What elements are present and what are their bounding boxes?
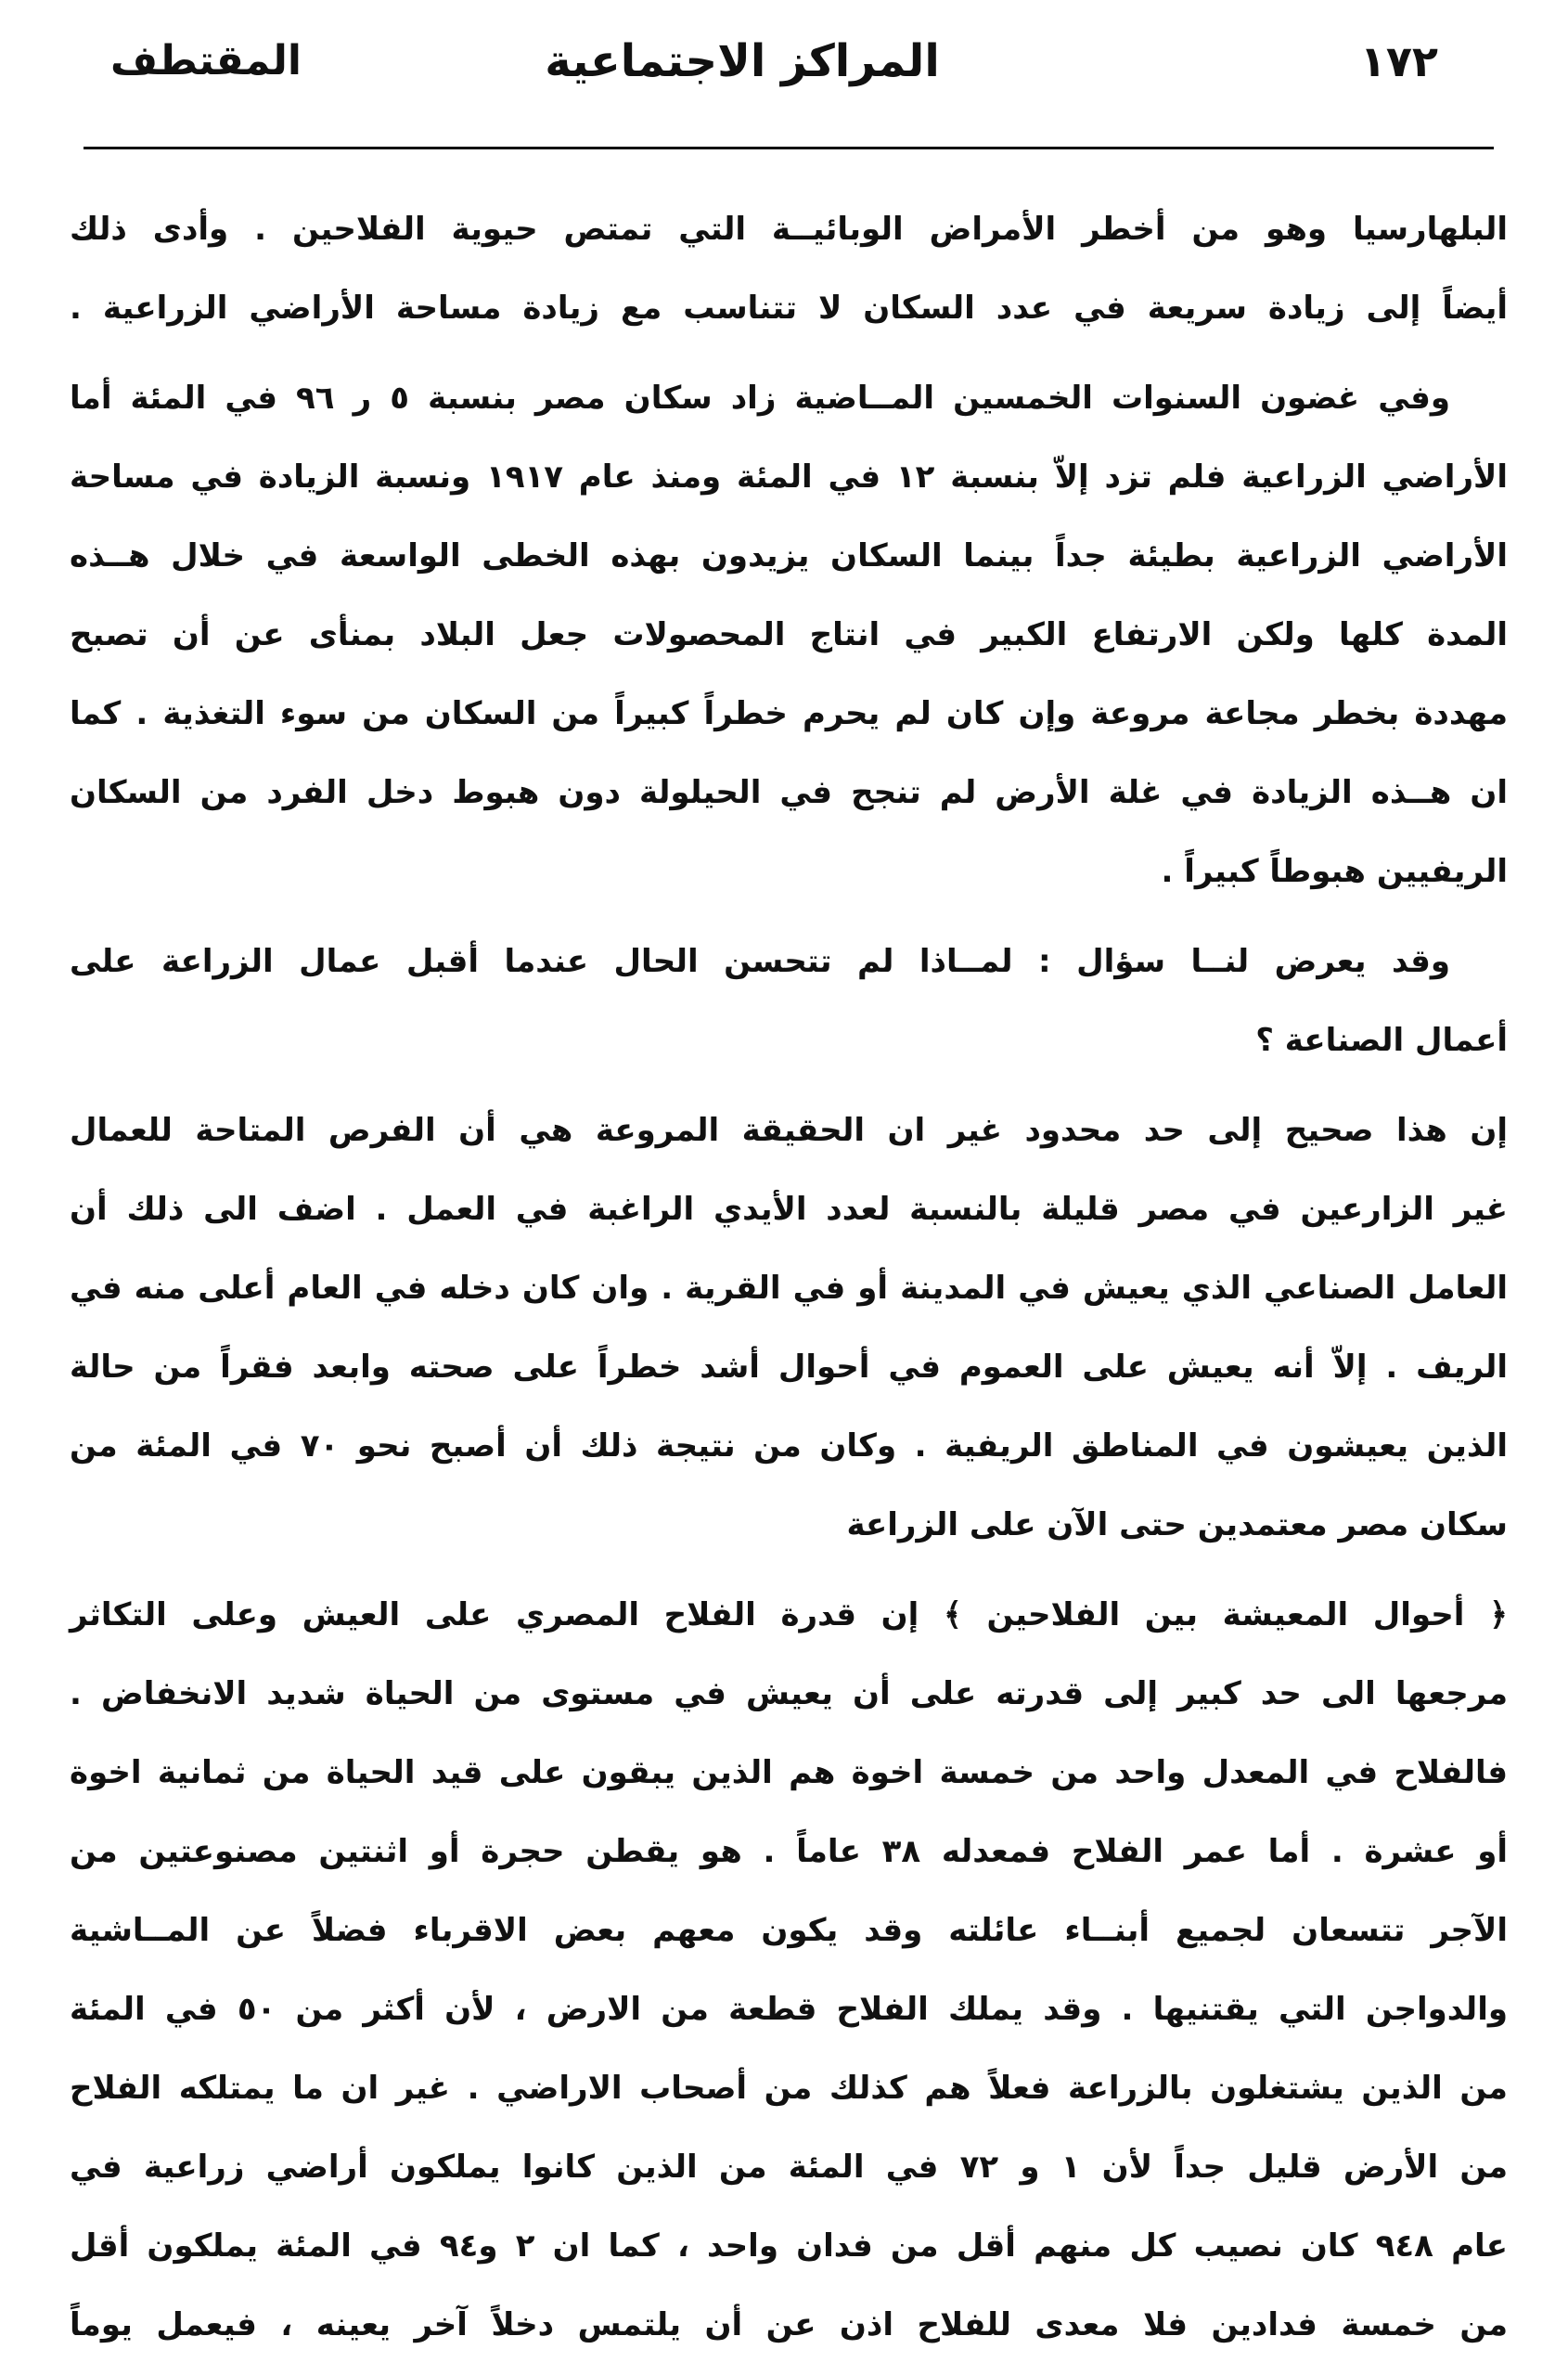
text-line: عام ٩٤٨ كان نصيب كل منهم أقل من فدان واحد ، كما ان ٢ و٩٤ في المئة يملكون أقل bbox=[70, 2227, 1508, 2265]
text-line: البلهارسيا وهو من أخطر الأمراض الوبائيــة التي تمتص حيوية الفلاحين . وأدى ذلك bbox=[70, 211, 1508, 248]
text-line: من خمسة فدادين فلا معدى للفلاح اذن عن أن يلتمس دخلاً آخر يعينه ، فيعمل يوماً bbox=[70, 2306, 1508, 2343]
text-line: إن هذا صحيح إلى حد محدود غير ان الحقيقة المروعة هي أن الفرص المتاحة للعمال bbox=[70, 1112, 1508, 1149]
text-line: الأراضي الزراعية بطيئة جداً بينما السكان يزيدون بهذه الخطى الواسعة في خلال هــذه bbox=[70, 537, 1508, 574]
text-line: سكان مصر معتمدين حتى الآن على الزراعة bbox=[846, 1506, 1508, 1543]
text-line: العامل الصناعي الذي يعيش في المدينة أو في القرية . وان كان دخله في العام أعلى منه في bbox=[70, 1270, 1508, 1307]
paragraph-5 bbox=[70, 1576, 1508, 2365]
text-line: أيضاً إلى زيادة سريعة في عدد السكان لا تتناسب مع زيادة مساحة الأراضي الزراعية . bbox=[70, 290, 1508, 327]
text-line: الأراضي الزراعية فلم تزد إلاّ بنسبة ١٢ في المئة ومنذ عام ١٩١٧ ونسبة الزيادة في مساحة bbox=[70, 458, 1508, 496]
text-line: فالفلاح في المعدل واحد من خمسة اخوة هم الذين يبقون على قيد الحياة من ثمانية اخوة bbox=[70, 1754, 1508, 1791]
text-line: الذين يعيشون في المناطق الريفية . وكان من نتيجة ذلك أن أصبح نحو ٧٠ في المئة من bbox=[70, 1427, 1508, 1465]
section-heading-line: ﴿ أحوال المعيشة بين الفلاحين ﴾ إن قدرة الفلاح المصري على العيش وعلى التكاثر bbox=[70, 1596, 1508, 1633]
text-line: من الأرض قليل جداً لأن ١ و ٧٢ في المئة من الذين كانوا يملكون أراضي زراعية في bbox=[70, 2149, 1508, 2186]
text-line: الريف . إلاّ أنه يعيش على العموم في أحوال أشد خطراً على صحته وابعد فقراً من حالة bbox=[70, 1349, 1508, 1386]
paragraph-4 bbox=[70, 1091, 1508, 1565]
paragraph-1 bbox=[70, 190, 1508, 348]
text-line: المدة كلها ولكن الارتفاع الكبير في انتاج المحصولات جعل البلاد بمنأى عن أن تصبح bbox=[70, 616, 1508, 653]
article-body bbox=[70, 190, 1508, 2365]
running-title: المراكز الاجتماعية bbox=[545, 35, 940, 87]
paragraph-2 bbox=[70, 359, 1508, 911]
header-rule bbox=[84, 147, 1494, 149]
text-line: والدواجن التي يقتنيها . وقد يملك الفلاح قطعة من الارض ، لأن أكثر من ٥٠ في المئة bbox=[70, 1991, 1508, 2028]
text-line: ان هــذه الزيادة في غلة الأرض لم تنجح في الحيلولة دون هبوط دخل الفرد من السكان bbox=[70, 774, 1508, 811]
text-line: مرجعها الى حد كبير إلى قدرته على أن يعيش في مستوى من الحياة شديد الانخفاض . bbox=[70, 1675, 1508, 1712]
page-number: ١٧٢ bbox=[1359, 36, 1438, 86]
text-line: الآجر تتسعان لجميع أبنــاء عائلته وقد يكون معهم بعض الاقرباء فضلاً عن المــاشية bbox=[70, 1912, 1508, 1949]
text-line: من الذين يشتغلون بالزراعة فعلاً هم كذلك من أصحاب الاراضي . غير ان ما يمتلكه الفلاح bbox=[70, 2070, 1508, 2107]
text-line: وفي غضون السنوات الخمسين المــاضية زاد سكان مصر بنسبة ٥ ر ٩٦ في المئة أما bbox=[70, 380, 1450, 417]
text-line: أعمال الصناعة ؟ bbox=[1255, 1022, 1508, 1059]
text-line: أو عشرة . أما عمر الفلاح فمعدله ٣٨ عاماً . هو يقطن حجرة أو اثنتين مصنوعتين من bbox=[70, 1833, 1508, 1870]
text-line: غير الزارعين في مصر قليلة بالنسبة لعدد الأيدي الراغبة في العمل . اضف الى ذلك أن bbox=[70, 1191, 1508, 1228]
text-line: مهددة بخطر مجاعة مروعة وإن كان لم يحرم خطراً كبيراً من السكان من سوء التغذية . كما bbox=[70, 695, 1508, 732]
text-line: الريفيين هبوطاً كبيراً . bbox=[1161, 853, 1508, 890]
magazine-name: المقتطف bbox=[110, 37, 302, 84]
paragraph-3 bbox=[70, 923, 1508, 1080]
text-line: وقد يعرض لنــا سؤال : لمــاذا لم تتحسن الحال عندما أقبل عمال الزراعة على bbox=[70, 943, 1450, 980]
